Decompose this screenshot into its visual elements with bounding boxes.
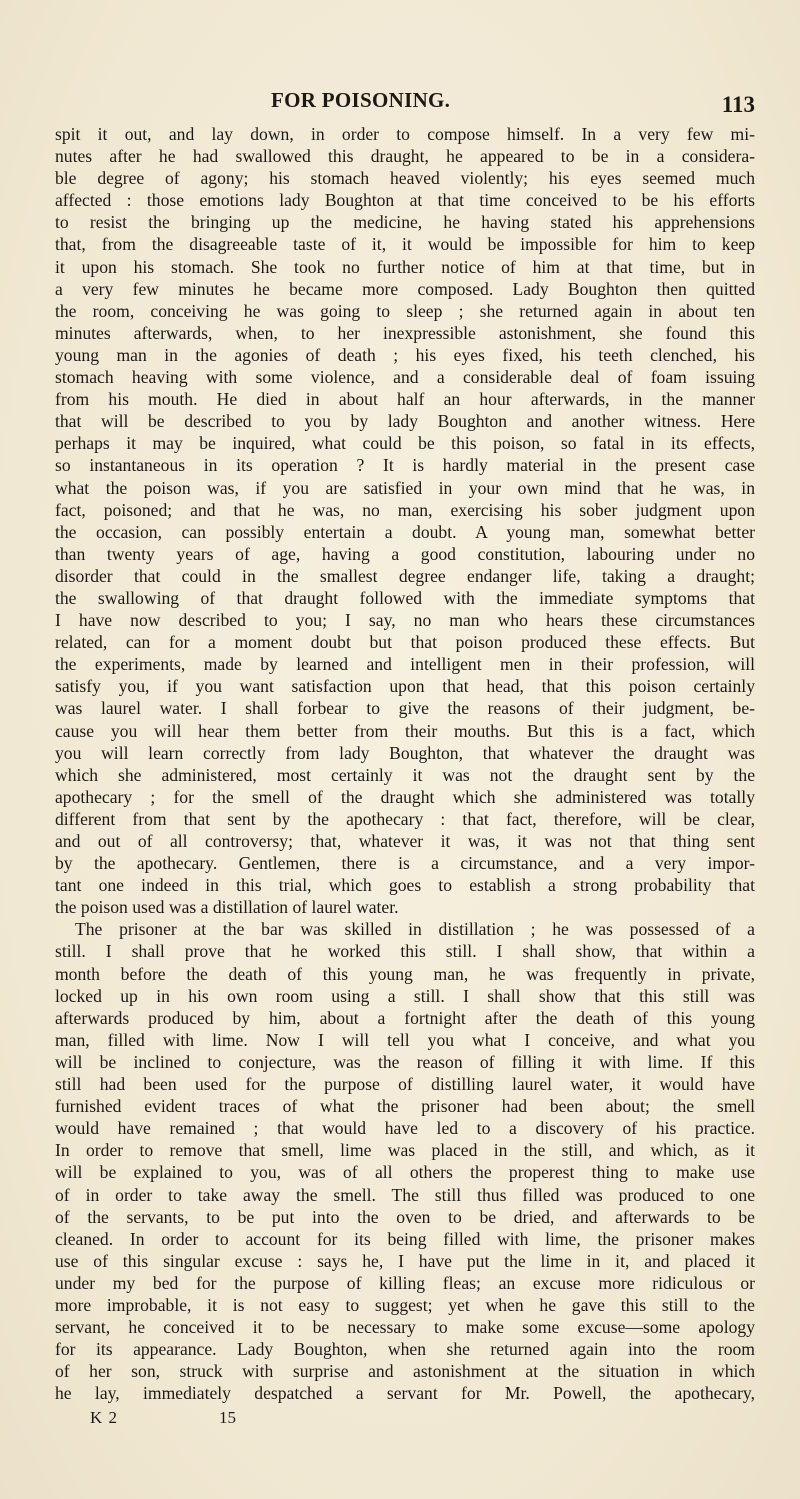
text-line: different from that sent by the apothecary : that fact, therefore, will be clear, [55,808,755,829]
text-line: for its appearance. Lady Boughton, when she returned again into the room [55,1339,755,1360]
text-line: will be explained to you, was of all others the properest thing to make use [55,1162,755,1183]
text-line: disorder that could in the smallest degree endanger life, taking a draught; [55,565,755,586]
text-line: will be inclined to conjecture, was the reason of filling it with lime. If this [55,1051,755,1072]
text-line: what the poison was, if you are satisfied in your own mind that he was, in [55,477,755,498]
text-line: from his mouth. He died in about half an hour afterwards, in the manner [55,389,755,410]
text-line: apothecary ; for the smell of the draught which she administered was totally [55,786,755,807]
text-line: of her son, struck with surprise and astonishment at the situation in which [55,1361,755,1382]
text-line: month before the death of this young man, he was frequently in private, [55,963,755,984]
text-line: to resist the bringing up the medicine, he having stated his apprehensions [55,212,755,233]
running-head: FOR POISONING. [271,88,451,112]
text-line: fact, poisoned; and that he was, no man, exercising his sober judgment upon [55,499,755,520]
text-line: The prisoner at the bar was skilled in distillation ; he was possessed of a [75,919,755,940]
text-line: I have now described to you; I say, no man who hears these circumstances [55,610,755,631]
text-line: and out of all controversy; that, whatever it was, it was not that thing sent [55,831,755,851]
text-line: by the apothecary. Gentlemen, there is a circumstance, and a very impor- [55,853,755,874]
text-line: more improbable, it is not easy to suggest; yet when he gave this still to the [55,1294,755,1315]
text-line: than twenty years of age, having a good constitution, labouring under no [55,543,755,564]
text-line: affected : those emotions lady Boughton at that time conceived to be his efforts [55,190,755,211]
text-line: cause you will hear them better from their mouths. But this is a fact, which [55,720,755,741]
text-line: a very few minutes he became more composed. Lady Boughton then quitted [55,278,755,299]
text-line: nutes after he had swallowed this draught, he appeared to be in a considera- [55,146,755,167]
text-line: under my bed for the purpose of killing fleas; an excuse more ridiculous or [55,1272,755,1293]
text-line: that will be described to you by lady Boughton and another witness. Here [55,411,755,432]
text-line: the room, conceiving he was going to sleep ; she returned again in about ten [55,300,755,321]
text-line: was laurel water. I shall forbear to give the reasons of their judgment, be- [55,698,755,719]
text-line: ble degree of agony; his stomach heaved violently; his eyes seemed much [55,168,755,189]
text-line: he lay, immediately despatched a servant for Mr. Powell, the apothecary, [55,1383,755,1404]
text-line: use of this singular excuse : says he, I have put the lime in it, and placed it [55,1250,755,1271]
text-line: cleaned. In order to account for its being filled with lime, the prisoner makes [55,1228,755,1249]
signature-mark: K 2 [90,1408,119,1427]
text-line: tant one indeed in this trial, which goes to establish a strong probability that [55,875,755,896]
text-line: related, can for a moment doubt but that poison produced these effects. But [55,632,755,653]
text-line: would have remained ; that would have led to a discovery of his practice. [55,1118,755,1139]
text-line: which she administered, most certainly it was not the draught sent by the [55,764,755,785]
text-line: man, filled with lime. Now I will tell you what I conceive, and what you [55,1029,755,1050]
text-line: In order to remove that smell, lime was placed in the still, and which, as it [55,1140,755,1161]
text-line: the occasion, can possibly entertain a doubt. A young man, somewhat better [55,521,755,542]
text-line: of the servants, to be put into the oven to be dried, and afterwards to be [55,1206,755,1227]
text-line: servant, he conceived it to be necessary to make some excuse—some apology [55,1317,755,1338]
text-line: the experiments, made by learned and intelligent men in their profession, will [55,654,755,675]
page-number: 113 [721,92,755,117]
text-line: still. I shall prove that he worked this still. I shall show, that within a [55,941,755,962]
body-text [55,123,755,1404]
page-footer [55,1408,455,1430]
text-line: minutes afterwards, when, to her inexpressible astonishment, she found this [55,322,755,343]
text-line: the poison used was a distillation of laurel water. [55,897,399,918]
text-line: that, from the disagreeable taste of it, it would be impossible for him to keep [55,234,755,255]
text-line: you will learn correctly from lady Boughton, that whatever the draught was [55,742,755,763]
text-line: satisfy you, if you want satisfaction upon that head, that this poison certainly [55,676,755,697]
text-line: of in order to take away the smell. The still thus filled was produced to one [55,1184,755,1205]
page-header [55,88,755,118]
text-line: stomach heaving with some violence, and a considerable deal of foam issuing [55,367,755,388]
text-line: furnished evident traces of what the prisoner had been about; the smell [55,1096,755,1117]
text-line: afterwards produced by him, about a fortnight after the death of this young [55,1007,755,1028]
sheet-number: 15 [219,1408,236,1427]
text-line: it upon his stomach. She took no further notice of him at that time, but in [55,256,755,277]
text-line: locked up in his own room using a still. I shall show that this still was [55,985,755,1006]
text-line: still had been used for the purpose of distilling laurel water, it would have [55,1074,755,1095]
text-line: the swallowing of that draught followed with the immediate symptoms that [55,587,755,608]
text-line: young man in the agonies of death ; his eyes fixed, his teeth clenched, his [55,344,755,365]
text-line: so instantaneous in its operation ? It is hardly material in the present case [55,455,755,476]
text-line: spit it out, and lay down, in order to compose himself. In a very few mi- [55,124,755,144]
text-line: perhaps it may be inquired, what could be this poison, so fatal in its effects, [55,433,755,454]
